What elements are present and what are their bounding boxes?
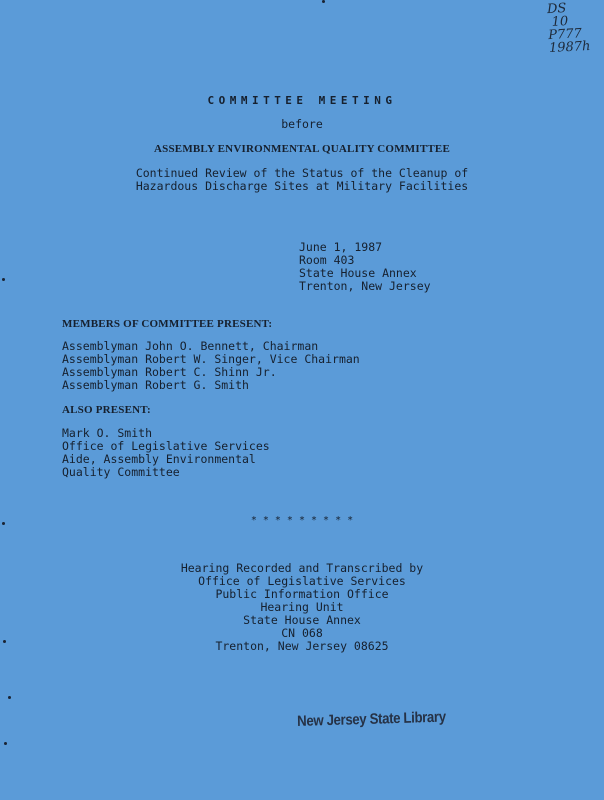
asterisk-separator: * * * * * * * * * [250,515,354,526]
member-item: Assemblyman Robert C. Shinn Jr. [62,365,277,379]
footer-line: Office of Legislative Services [198,574,406,588]
member-item: Assemblyman Robert W. Singer, Vice Chairman [62,352,360,366]
subject-line: Continued Review of the Status of the Cleanup of [135,166,469,180]
footer-line: State House Annex [243,613,361,627]
footer-line: Public Information Office [215,587,389,601]
also-present-item: Mark O. Smith [62,426,153,440]
meeting-date: June 1, 1987 [299,240,383,254]
before-text: before [281,117,323,131]
meeting-building: State House Annex [299,266,417,280]
meeting-room: Room 403 [299,253,355,267]
member-item: Assemblyman John O. Bennett, Chairman [62,339,319,353]
footer-line: Trenton, New Jersey 08625 [215,639,389,653]
also-present-item: Aide, Assembly Environmental [62,452,256,466]
members-heading: MEMBERS OF COMMITTEE PRESENT: [62,318,273,330]
handwritten-line: 10 [551,14,569,30]
committee-name: ASSEMBLY ENVIRONMENTAL QUALITY COMMITTEE [154,143,450,155]
handwritten-line: 1987h [548,38,591,57]
document-title: COMMITTEE MEETING [207,94,397,107]
handwritten-line: DS [546,1,567,18]
scan-speck [322,0,325,3]
scan-speck [2,522,5,525]
handwritten-line: P777 [547,26,583,44]
footer-line: CN 068 [281,626,323,640]
scan-speck [3,640,6,643]
also-present-item: Quality Committee [62,465,180,479]
scan-speck [4,742,7,745]
footer-line: Hearing Recorded and Transcribed by [180,561,424,575]
scan-speck [8,696,11,699]
handwritten-call-number [547,1,591,55]
subject-line: Hazardous Discharge Sites at Military Facilities [135,179,469,193]
also-present-heading: ALSO PRESENT: [62,404,151,416]
library-stamp: New Jersey State Library [297,708,446,730]
scan-speck [2,278,5,281]
also-present-item: Office of Legislative Services [62,439,270,453]
member-item: Assemblyman Robert G. Smith [62,378,249,392]
footer-line: Hearing Unit [260,600,344,614]
meeting-city: Trenton, New Jersey [299,279,431,293]
